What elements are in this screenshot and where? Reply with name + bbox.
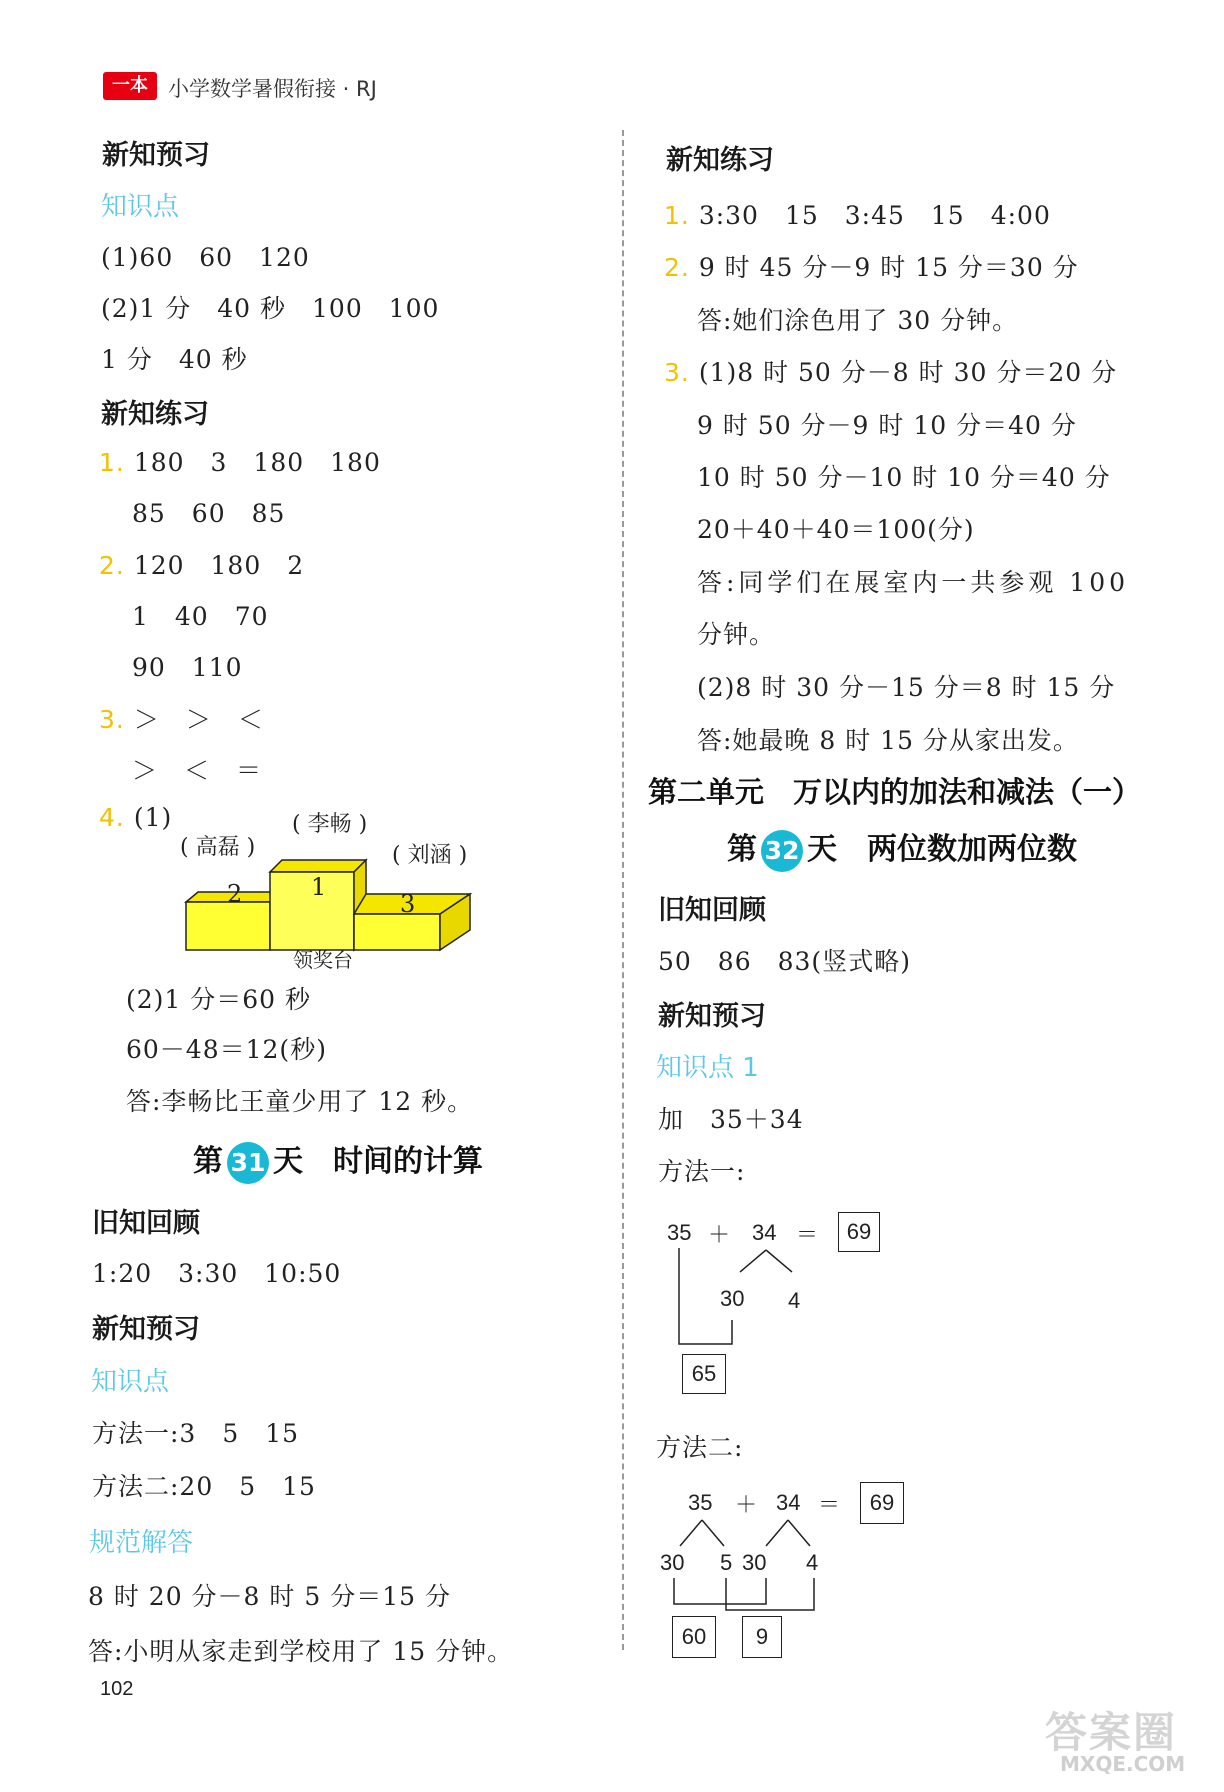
answer-line: (2)1 分＝60 秒	[126, 985, 312, 1014]
m1-split-tens: 30	[720, 1286, 745, 1311]
day-prefix: 第	[193, 1144, 223, 1179]
knowledge-label: 知识点	[101, 192, 180, 222]
m1-partial-box: 65	[682, 1354, 726, 1394]
m2-split: 5	[720, 1550, 733, 1575]
podium-name-left: ( 高磊 )	[180, 835, 256, 860]
answer-line: 答:她最晚 8 时 15 分从家出发。	[697, 726, 1079, 755]
answer-line	[664, 196, 1051, 232]
podium-name-center: ( 李畅 )	[292, 812, 368, 837]
podium-right-front	[354, 914, 440, 950]
section-heading: 新知预习	[92, 1314, 200, 1345]
answer-text: 180 3 180 180	[133, 448, 381, 477]
item-number: 1.	[664, 201, 690, 230]
item-number: 3.	[664, 358, 690, 387]
podium-center-top	[270, 860, 366, 872]
column-divider	[622, 130, 624, 1650]
answer-line: 1 40 70	[132, 602, 269, 631]
podium-name-right: ( 刘涵 )	[392, 843, 468, 868]
answer-line: 9 时 50 分－9 时 10 分＝40 分	[697, 411, 1077, 440]
m2-branch-b-right	[788, 1520, 810, 1546]
m1-equals: ＝	[796, 1222, 819, 1247]
m2-plus: ＋	[735, 1492, 758, 1517]
m2-addend-b: 34	[776, 1490, 801, 1515]
answer-line: (2)1 分 40 秒 100 100	[101, 294, 440, 323]
m1-split-ones: 4	[788, 1288, 801, 1313]
m2-equals: ＝	[818, 1492, 841, 1517]
m2-addend-a: 35	[688, 1490, 713, 1515]
m2-bracket-tens	[674, 1578, 766, 1604]
day-topic: 天 时间的计算	[273, 1144, 483, 1179]
header-title: 小学数学暑假衔接 · RJ	[168, 77, 377, 101]
day-topic: 天 两位数加两位数	[807, 832, 1077, 867]
answer-text: 120 180 2	[133, 551, 305, 580]
day-number-badge: 31	[227, 1142, 269, 1184]
section-heading: 新知预习	[102, 140, 210, 171]
answer-text: ＞ ＞ ＜	[133, 705, 264, 734]
item-number: 3.	[99, 705, 125, 734]
answer-line: 10 时 50 分－10 时 10 分＝40 分	[697, 463, 1111, 492]
m2-bracket-ones	[726, 1578, 814, 1610]
answer-line	[99, 700, 264, 736]
watermark-url: MXQE.COM	[1060, 1752, 1186, 1776]
m2-branch-a-right	[702, 1520, 724, 1546]
m2-partial-box: 9	[742, 1616, 782, 1658]
podium-caption: 领奖台	[293, 948, 353, 972]
m2-result-box: 69	[860, 1482, 904, 1524]
page-number: 102	[100, 1678, 134, 1700]
answer-line: 8 时 20 分－8 时 5 分＝15 分	[88, 1582, 451, 1611]
answer-line: 90 110	[132, 653, 243, 682]
answer-line: 方法一:3 5 15	[92, 1419, 300, 1448]
answer-line: (2)8 时 30 分－15 分＝8 时 15 分	[697, 673, 1116, 702]
answer-line: ＞ ＜ ＝	[132, 756, 263, 785]
podium-number: 1	[311, 873, 327, 901]
m1-branch-right	[766, 1250, 792, 1272]
answer-line: 方法一:	[658, 1157, 746, 1186]
answer-text: (1)	[133, 803, 173, 832]
answer-line: 60－48＝12(秒)	[126, 1035, 327, 1064]
item-number: 4.	[99, 803, 125, 832]
m1-addend-b: 34	[752, 1220, 777, 1245]
section-heading: 旧知回顾	[92, 1208, 200, 1239]
day-prefix: 第	[727, 832, 757, 867]
knowledge-label: 知识点	[91, 1367, 170, 1397]
answer-line: 分钟。	[697, 620, 776, 649]
day-31-title	[193, 1136, 483, 1184]
m2-split: 4	[806, 1550, 819, 1575]
watermark-logo: 答案圈	[1045, 1708, 1178, 1757]
podium-number: 3	[400, 890, 416, 918]
m2-split: 30	[660, 1550, 685, 1575]
answer-line: 20＋40＋40＝100(分)	[697, 515, 975, 544]
m1-result-box: 69	[838, 1212, 880, 1252]
m2-split: 30	[742, 1550, 767, 1575]
answer-line: 答:同学们在展室内一共参观 100	[697, 568, 1130, 597]
answer-line	[99, 546, 304, 582]
answer-line: 答:小明从家走到学校用了 15 分钟。	[88, 1637, 514, 1666]
day-number-badge: 32	[761, 830, 803, 872]
m1-addend-a: 35	[667, 1220, 692, 1245]
answer-line: 方法二:20 5 15	[92, 1472, 316, 1501]
knowledge-label: 知识点 1	[656, 1053, 759, 1083]
item-number: 2.	[664, 253, 690, 282]
podium-number: 2	[227, 880, 243, 908]
section-heading: 新知练习	[666, 145, 774, 176]
podium-left-front	[186, 902, 270, 950]
m2-branch-b-left	[766, 1520, 788, 1546]
answer-line: 1:20 3:30 10:50	[92, 1259, 342, 1288]
answer-line: 答:她们涂色用了 30 分钟。	[697, 306, 1019, 335]
section-heading: 新知练习	[101, 399, 209, 430]
item-number: 1.	[99, 448, 125, 477]
item-number: 2.	[99, 551, 125, 580]
section-heading: 新知预习	[658, 1001, 766, 1032]
m2-partial-box: 60	[672, 1616, 716, 1658]
answer-line: 方法二:	[656, 1433, 744, 1462]
answer-line	[99, 443, 381, 479]
answer-text: 3:30 15 3:45 15 4:00	[698, 201, 1051, 230]
answer-line: 50 86 83(竖式略)	[658, 947, 911, 976]
answer-text: (1)8 时 50 分－8 时 30 分＝20 分	[698, 358, 1118, 387]
section-heading: 旧知回顾	[658, 895, 766, 926]
m2-branch-a-left	[680, 1520, 702, 1546]
m1-branch-left	[740, 1250, 766, 1272]
answer-line: (1)60 60 120	[101, 243, 310, 272]
answer-line: 1 分 40 秒	[101, 345, 248, 374]
answer-line	[664, 353, 1117, 389]
unit-title: 第二单元 万以内的加法和减法（一）	[648, 775, 1142, 809]
answer-line: 85 60 85	[132, 499, 286, 528]
day-32-title	[727, 824, 1077, 872]
standard-answer-label: 规范解答	[89, 1528, 194, 1558]
brand-logo: 一本	[103, 72, 157, 100]
answer-line	[664, 248, 1079, 284]
answer-line	[99, 803, 172, 832]
answer-text: 9 时 45 分－9 时 15 分＝30 分	[698, 253, 1079, 282]
m1-plus: ＋	[708, 1222, 731, 1247]
answer-line: 加 35＋34	[658, 1105, 804, 1134]
answer-line: 答:李畅比王童少用了 12 秒。	[126, 1087, 474, 1116]
